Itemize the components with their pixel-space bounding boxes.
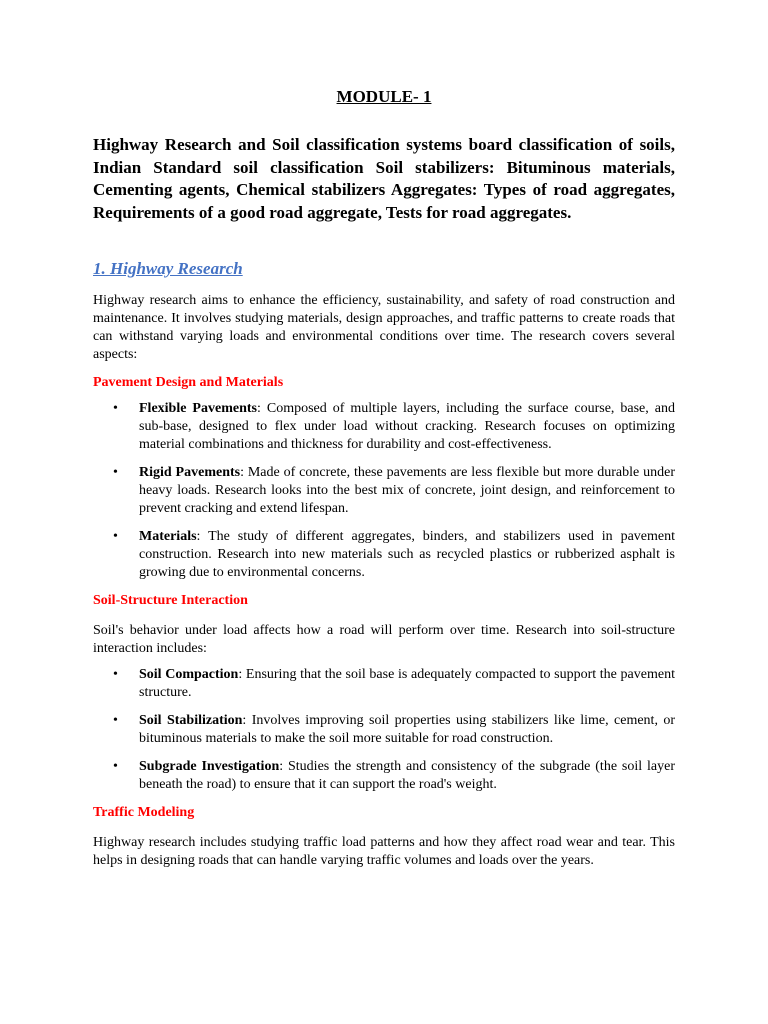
list-item: [93, 528, 675, 582]
bullet-icon: •: [113, 465, 118, 480]
item-term: Materials: [139, 529, 197, 544]
module-title: MODULE- 1: [336, 87, 432, 106]
list-item: [93, 758, 675, 794]
section-heading: 1. Highway Research: [93, 259, 243, 278]
item-text: : Studies the strength and consistency of the subgrade (the soil layer beneath the road) to ensure that it can support the road's weight.: [139, 759, 675, 792]
soil-intro: Soil's behavior under load affects how a road will perform over time. Research into soil-structure interaction includes:: [93, 623, 675, 656]
traffic-heading: Traffic Modeling: [93, 805, 195, 820]
bullet-icon: •: [113, 401, 118, 416]
item-term: Soil Compaction: [139, 667, 239, 682]
bullet-icon: •: [113, 667, 118, 682]
item-text: : Made of concrete, these pavements are less flexible but more durable under heavy loads. Research looks into the best mix of concrete, joint design, and reinforcement to prevent cracking and extend lifespan.: [139, 465, 675, 516]
list-item: [93, 712, 675, 748]
traffic-paragraph: Highway research includes studying traffic load patterns and how they affect road wear and tear. This helps in designing roads that can handle varying traffic volumes and loads over the years.: [93, 835, 675, 868]
list-item: [93, 464, 675, 518]
list-item: [93, 666, 675, 702]
bullet-icon: •: [113, 529, 118, 544]
soil-heading: Soil-Structure Interaction: [93, 593, 248, 608]
bullet-icon: •: [113, 759, 118, 774]
item-term: Soil Stabilization: [139, 713, 243, 728]
syllabus-summary: Highway Research and Soil classification systems board classification of soils, Indian Standard soil classification Soil stabilizers: Bituminous materials, Cementing agents, Chemical stabilizers Aggregates: Types of road aggregates, Requirements of a good road aggregate, Tests for road aggregates.: [93, 135, 675, 222]
item-term: Subgrade Investigation: [139, 759, 280, 774]
item-text: : The study of different aggregates, binders, and stabilizers used in pavement construction. Research into new materials such as recycled plastics or rubberized asphalt is growing due to environmental concerns.: [139, 529, 675, 580]
item-text: : Involves improving soil properties using stabilizers like lime, cement, or bituminous materials to make the soil more suitable for road construction.: [139, 713, 675, 746]
pavement-list: [93, 400, 675, 582]
pavement-heading: Pavement Design and Materials: [93, 375, 284, 390]
bullet-icon: •: [113, 713, 118, 728]
item-term: Rigid Pavements: [139, 465, 241, 480]
soil-list: [93, 666, 675, 794]
item-text: : Composed of multiple layers, including the surface course, base, and sub-base, designed to flex under load without cracking. Research focuses on optimizing material combinations and thickness for durability and cost-effectiveness.: [139, 401, 675, 452]
item-text: : Ensuring that the soil base is adequately compacted to support the pavement structure.: [139, 667, 675, 700]
intro-paragraph: Highway research aims to enhance the efficiency, sustainability, and safety of road construction and maintenance. It involves studying materials, design approaches, and traffic patterns to create roads that can withstand varying loads and environmental conditions over time. The research covers several aspects:: [93, 293, 675, 362]
list-item: [93, 400, 675, 454]
item-term: Flexible Pavements: [139, 401, 257, 416]
